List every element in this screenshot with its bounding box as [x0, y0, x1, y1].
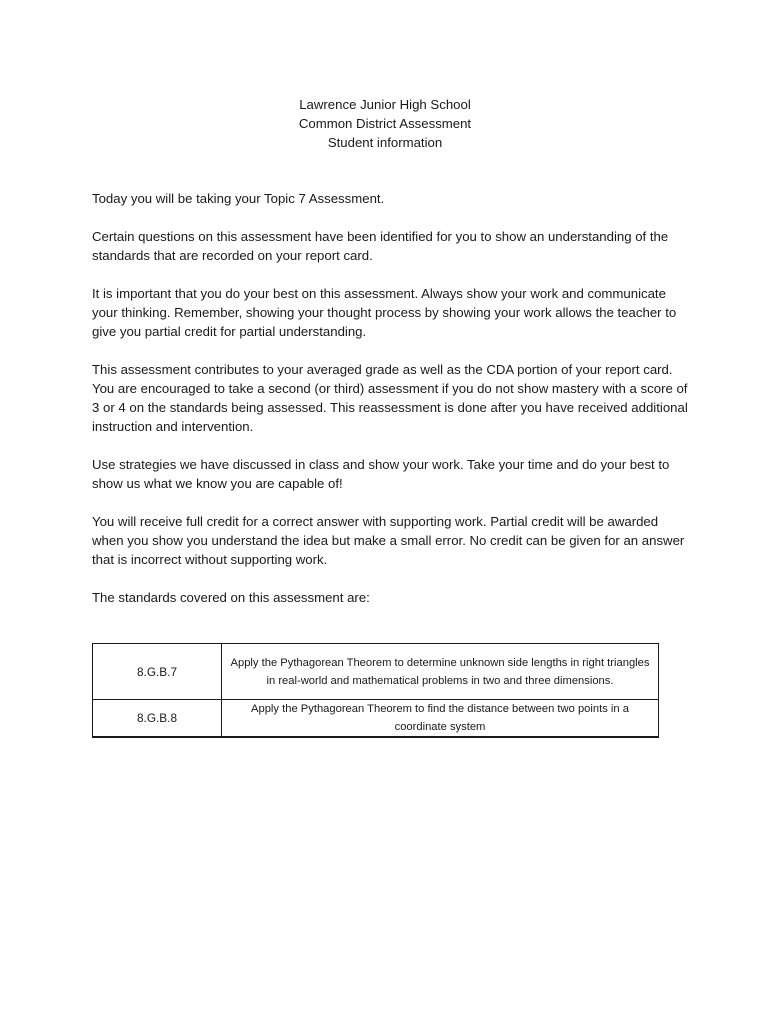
assessment-name: Common District Assessment: [298, 116, 472, 131]
paragraph-show-work: It is important that you do your best on this assessment. Always show your work and communicate your thinking. Remember, showing your thought process by showing your work allows the teacher to give you partial credit for partial understanding.: [92, 286, 677, 339]
paragraph-reassessment: This assessment contributes to your averaged grade as well as the CDA portion of your report card. You are encouraged to take a second (or third) assessment if you do not show mastery with a score of 3 or 4 on the standards being assessed. This reassessment is done after you have received additional instruction and intervention.: [92, 362, 688, 434]
paragraph-intro: Today you will be taking your Topic 7 Assessment.: [92, 191, 385, 206]
standards-table: [92, 643, 659, 738]
standard-description: Apply the Pythagorean Theorem to find the distance between two points in a coordinate system: [222, 700, 659, 738]
standard-code: 8.G.B.7: [93, 644, 222, 700]
body-text: [92, 189, 692, 626]
paragraph-standards-intro: The standards covered on this assessment are:: [92, 590, 370, 605]
standard-description: Apply the Pythagorean Theorem to determine unknown side lengths in right triangles in real-world and mathematical problems in two and three dimensions.: [222, 644, 659, 700]
paragraph-credit: You will receive full credit for a correct answer with supporting work. Partial credit will be awarded when you show you understand the idea but make a small error. No credit can be given for an answer that is incorrect without supporting work.: [92, 514, 685, 567]
paragraph-standards-identified: Certain questions on this assessment have been identified for you to show an understanding of the standards that are recorded on your report card.: [92, 229, 669, 263]
document-subtitle: Student information: [327, 135, 443, 150]
paragraph-strategies: Use strategies we have discussed in class and show your work. Take your time and do your best to show us what we know you are capable of!: [92, 457, 670, 491]
table-row: [93, 644, 659, 700]
school-name: Lawrence Junior High School: [299, 97, 471, 112]
standard-code: 8.G.B.8: [93, 700, 222, 738]
document-header: [0, 95, 770, 152]
table-row: [93, 700, 659, 738]
